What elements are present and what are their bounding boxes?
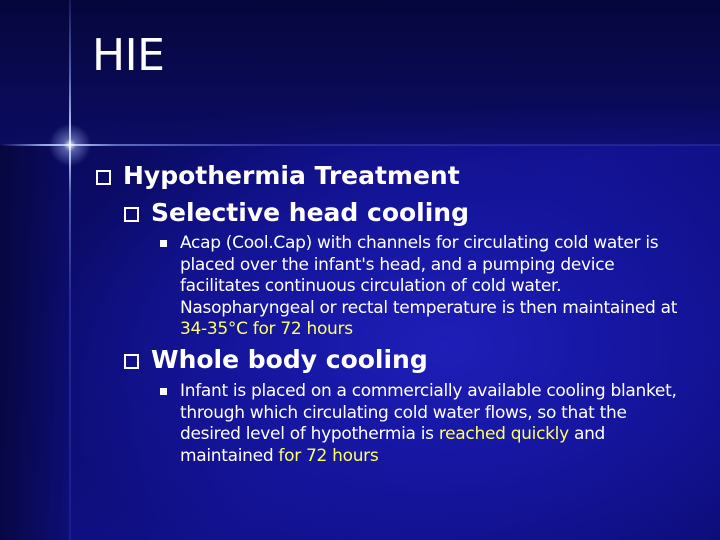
checkbox-bullet-icon [124,207,139,222]
slide-title: HIE [92,30,165,81]
bullet-text-body: Acap (Cool.Cap) with channels for circulating cold water is placed over the infant's head, and a pumping device facilitates continuous circulation of cold water. Nasopharyngeal or rectal temperature is then maintained at [180,233,678,318]
square-bullet-icon [160,388,167,395]
bullet-text-body: Infant is placed on a commercially available cooling blanket, through which circulating cold water flows, so that the desired level of hypothermia is [180,381,677,444]
square-bullet-icon [160,240,167,247]
bullet-text [180,233,680,341]
bullet-text-body: and maintained [180,424,606,466]
main-heading-text: Hypothermia Treatment [123,161,460,190]
horizontal-accent-line [0,144,720,146]
light-flare [45,120,95,170]
main-heading [96,160,460,192]
vertical-accent-line [69,0,71,540]
left-band [0,145,70,540]
bullet-selective-head-cooling [160,233,680,341]
section-heading-selective-head-cooling [124,197,469,229]
section-heading-whole-body-cooling [124,344,428,376]
bullet-text-highlight: reached quickly [438,424,569,444]
bullet-text-highlight: for 72 hours [278,445,379,466]
checkbox-bullet-icon [96,170,111,185]
bullet-text [180,381,680,467]
bullet-whole-body-cooling [160,381,680,467]
section-heading-text: Selective head cooling [151,198,470,227]
section-heading-text: Whole body cooling [151,345,428,374]
bullet-text-highlight: 34-35°C for 72 hours [180,319,353,339]
checkbox-bullet-icon [124,354,139,369]
